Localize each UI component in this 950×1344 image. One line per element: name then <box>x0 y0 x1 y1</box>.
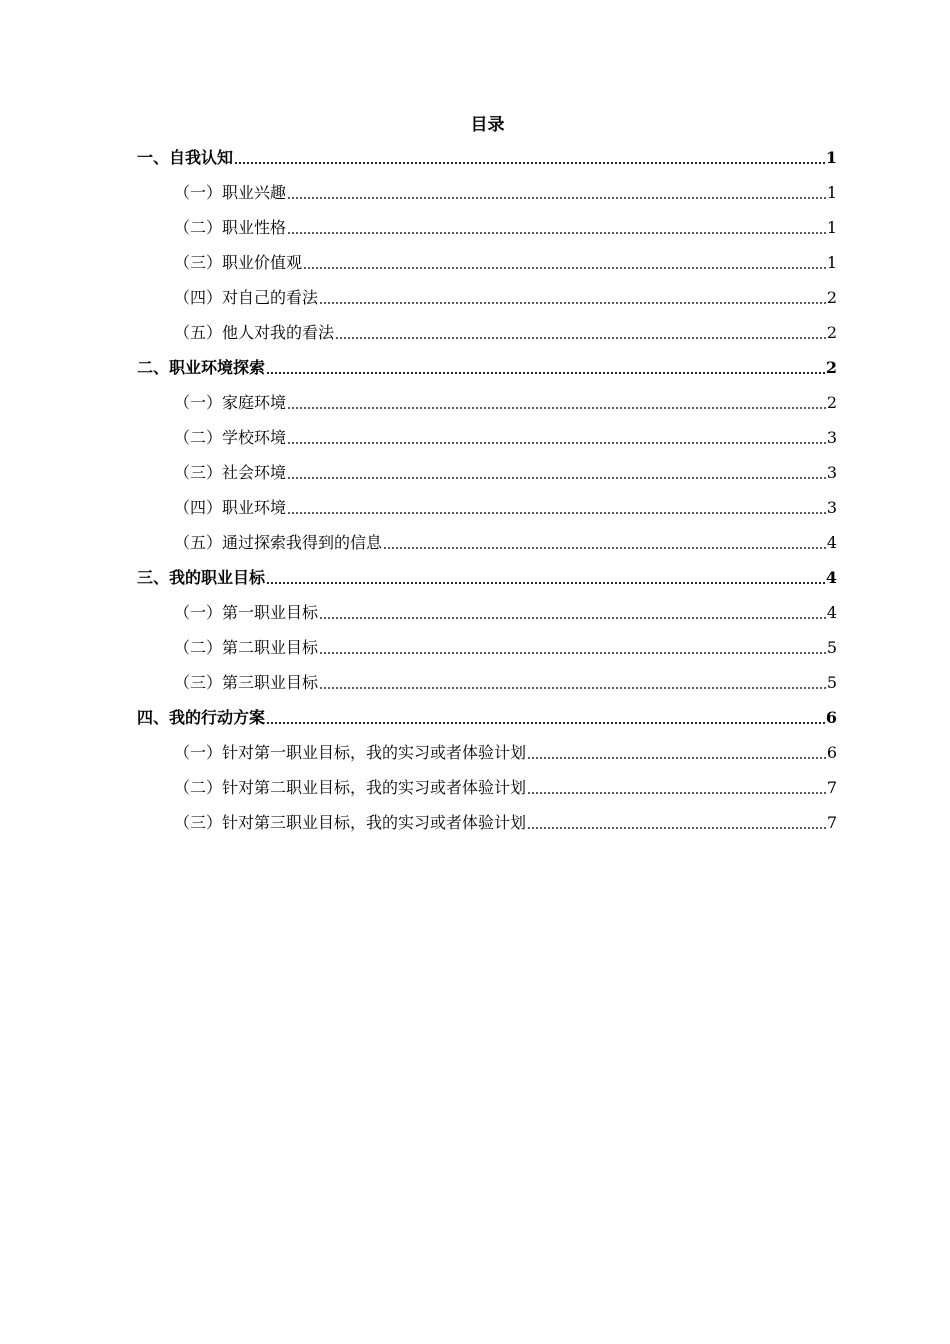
toc-entry-page-number: 1 <box>825 148 837 167</box>
toc-entry-page-number: 3 <box>826 463 837 482</box>
toc-entry-page-number: 2 <box>826 393 837 412</box>
toc-dot-leader <box>266 581 825 585</box>
toc-entry-label: （四）对自己的看法 <box>174 288 319 307</box>
toc-entry-chapter[interactable] <box>137 696 837 731</box>
toc-dot-leader <box>287 231 826 235</box>
toc-entry-label: （五）他人对我的看法 <box>174 323 335 342</box>
toc-dot-leader <box>287 406 826 410</box>
toc-dot-leader <box>383 546 826 550</box>
toc-entry-section[interactable] <box>137 486 837 521</box>
toc-dot-leader <box>266 721 825 725</box>
toc-entry-section[interactable] <box>137 801 837 836</box>
toc-entry-label: （四）职业环境 <box>174 498 287 517</box>
toc-entry-section[interactable] <box>137 276 837 311</box>
toc-entry-page-number: 6 <box>825 708 837 727</box>
toc-dot-leader <box>287 476 826 480</box>
toc-dot-leader <box>335 336 826 340</box>
toc-entry-page-number: 2 <box>825 358 837 377</box>
toc-entry-section[interactable] <box>137 171 837 206</box>
toc-entry-label: （二）职业性格 <box>174 218 287 237</box>
toc-entry-page-number: 7 <box>826 813 837 832</box>
toc-entry-label: （三）第三职业目标 <box>174 673 319 692</box>
toc-dot-leader <box>527 756 826 760</box>
toc-entry-page-number: 4 <box>826 533 837 552</box>
toc-entry-section[interactable] <box>137 521 837 556</box>
toc-entry-page-number: 4 <box>825 568 837 587</box>
toc-entry-label: （五）通过探索我得到的信息 <box>174 533 383 552</box>
toc-entry-page-number: 7 <box>826 778 837 797</box>
toc-dot-leader <box>319 651 826 655</box>
toc-entry-page-number: 2 <box>826 323 837 342</box>
toc-entry-label: （二）第二职业目标 <box>174 638 319 657</box>
toc-entry-page-number: 1 <box>826 253 837 272</box>
toc-entry-label: （一）家庭环境 <box>174 393 287 412</box>
table-of-contents <box>137 136 837 836</box>
toc-dot-leader <box>527 826 826 830</box>
toc-dot-leader <box>303 266 826 270</box>
toc-entry-label: （三）社会环境 <box>174 463 287 482</box>
toc-dot-leader <box>287 196 826 200</box>
toc-entry-page-number: 2 <box>826 288 837 307</box>
toc-entry-section[interactable] <box>137 661 837 696</box>
toc-dot-leader <box>319 686 826 690</box>
toc-entry-section[interactable] <box>137 311 837 346</box>
toc-entry-page-number: 4 <box>826 603 837 622</box>
toc-entry-page-number: 5 <box>826 638 837 657</box>
toc-entry-chapter[interactable] <box>137 346 837 381</box>
toc-entry-label: （三）针对第三职业目标，我的实习或者体验计划 <box>174 813 527 832</box>
toc-entry-section[interactable] <box>137 451 837 486</box>
toc-entry-label: 一、自我认知 <box>137 148 234 167</box>
toc-entry-page-number: 3 <box>826 428 837 447</box>
toc-dot-leader <box>287 511 826 515</box>
toc-dot-leader <box>319 616 826 620</box>
toc-entry-label: 二、职业环境探索 <box>137 358 266 377</box>
toc-entry-label: （三）职业价值观 <box>174 253 303 272</box>
toc-entry-label: 四、我的行动方案 <box>137 708 266 727</box>
toc-entry-label: （一）针对第一职业目标，我的实习或者体验计划 <box>174 743 527 762</box>
toc-entry-page-number: 5 <box>826 673 837 692</box>
toc-title: 目录 <box>470 115 505 135</box>
toc-entry-page-number: 3 <box>826 498 837 517</box>
toc-entry-page-number: 6 <box>826 743 837 762</box>
toc-entry-label: （二）针对第二职业目标，我的实习或者体验计划 <box>174 778 527 797</box>
toc-entry-label: （一）第一职业目标 <box>174 603 319 622</box>
toc-entry-section[interactable] <box>137 731 837 766</box>
toc-dot-leader <box>266 371 825 375</box>
toc-dot-leader <box>234 161 825 165</box>
toc-entry-section[interactable] <box>137 591 837 626</box>
toc-entry-chapter[interactable] <box>137 136 837 171</box>
toc-entry-page-number: 1 <box>826 183 837 202</box>
toc-dot-leader <box>527 791 826 795</box>
toc-dot-leader <box>287 441 826 445</box>
toc-entry-section[interactable] <box>137 241 837 276</box>
toc-dot-leader <box>319 301 826 305</box>
toc-entry-section[interactable] <box>137 626 837 661</box>
toc-entry-label: （二）学校环境 <box>174 428 287 447</box>
toc-entry-label: 三、我的职业目标 <box>137 568 266 587</box>
toc-entry-section[interactable] <box>137 766 837 801</box>
toc-entry-label: （一）职业兴趣 <box>174 183 287 202</box>
toc-entry-section[interactable] <box>137 206 837 241</box>
toc-entry-chapter[interactable] <box>137 556 837 591</box>
toc-entry-page-number: 1 <box>826 218 837 237</box>
toc-entry-section[interactable] <box>137 381 837 416</box>
toc-entry-section[interactable] <box>137 416 837 451</box>
